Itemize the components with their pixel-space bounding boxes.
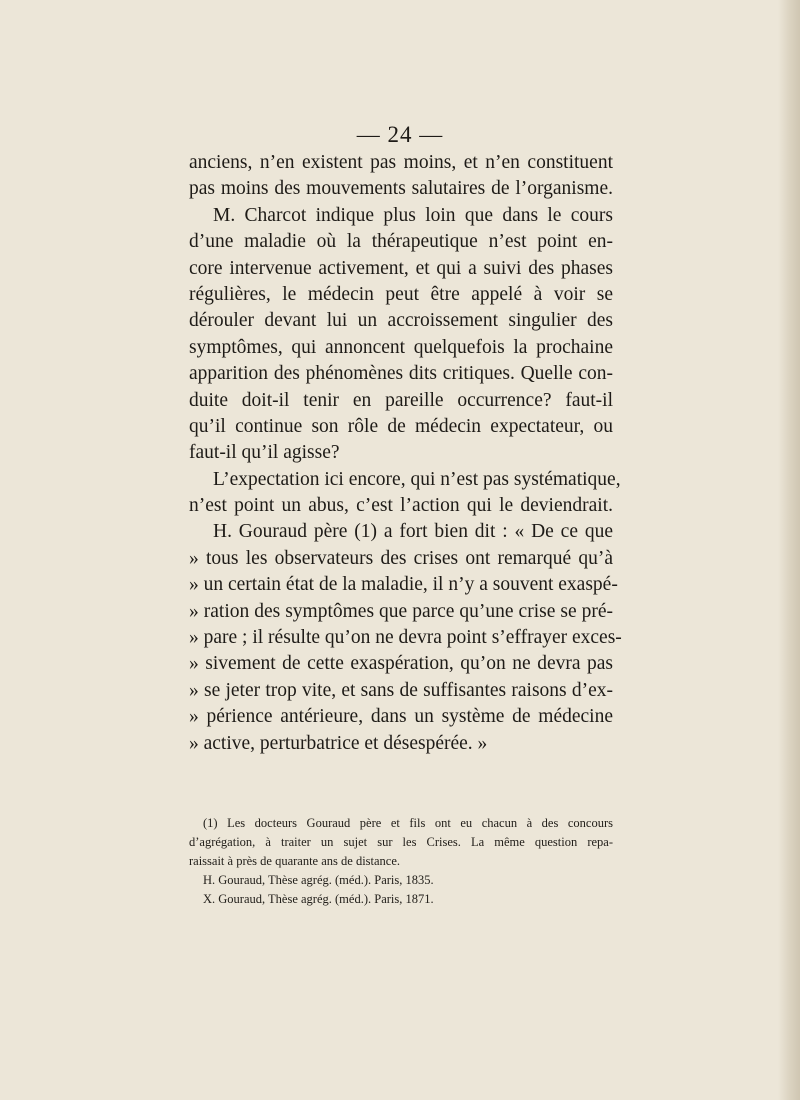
- body-line: n’est point un abus, c’est l’action qui le deviendrait.: [189, 495, 613, 517]
- body-line: L’expectation ici encore, qui n’est pas systématique,: [213, 468, 621, 490]
- body-line: d’une maladie où la thérapeutique n’est point en-: [189, 231, 613, 253]
- body-line: » pare ; il résulte qu’on ne devra point s’effrayer exces-: [189, 627, 622, 649]
- body-line: régulières, le médecin peut être appelé à voir se: [189, 283, 613, 305]
- body-line: M. Charcot indique plus loin que dans le cours: [213, 204, 613, 226]
- body-line: » un certain état de la maladie, il n’y a souvent exaspé-: [189, 574, 618, 596]
- footnote-line: raissait à près de quarante ans de distance.: [189, 854, 401, 868]
- footnote-line: d’agrégation, à traiter un sujet sur les Crises. La même question repa-: [189, 835, 613, 849]
- body-line: anciens, n’en existent pas moins, et n’en constituent: [189, 152, 613, 173]
- body-line: » sivement de cette exaspération, qu’on ne devra pas: [189, 653, 613, 675]
- body-line: » périence antérieure, dans un système de médecine: [189, 706, 613, 728]
- body-line: » ration des symptômes que parce qu’une crise se pré-: [189, 600, 613, 622]
- footnotes: [189, 814, 613, 909]
- body-text: [189, 150, 622, 757]
- footnote-reference: H. Gouraud, Thèse agrég. (méd.). Paris, 1835.: [203, 873, 434, 887]
- body-line: qu’il continue son rôle de médecin expectateur, ou: [189, 415, 613, 437]
- footnote-reference: X. Gouraud, Thèse agrég. (méd.). Paris, 1871.: [203, 892, 434, 906]
- body-line: symptômes, qui annoncent quelquefois la prochaine: [189, 336, 613, 358]
- body-line: duite doit-il tenir en pareille occurrence? faut-il: [189, 389, 613, 411]
- body-line: core intervenue activement, et qui a suivi des phases: [189, 257, 613, 279]
- body-line: faut-il qu’il agisse?: [189, 442, 340, 464]
- body-line: » tous les observateurs des crises ont remarqué qu’à: [189, 547, 613, 569]
- body-line: H. Gouraud père (1) a fort bien dit : « De ce que: [213, 521, 613, 543]
- body-line: » se jeter trop vite, et sans de suffisantes raisons d’ex-: [189, 679, 613, 701]
- page-edge-shadow: [778, 0, 800, 1100]
- body-line: dérouler devant lui un accroissement singulier des: [189, 310, 613, 332]
- body-line: » active, perturbatrice et désespérée. »: [189, 732, 488, 754]
- page-number: — 24 —: [356, 122, 444, 147]
- body-line: pas moins des mouvements salutaires de l’organisme.: [189, 178, 613, 200]
- footnote-line: (1) Les docteurs Gouraud père et fils ont eu chacun à des concours: [203, 816, 613, 830]
- body-line: apparition des phénomènes dits critiques. Quelle con-: [189, 363, 613, 385]
